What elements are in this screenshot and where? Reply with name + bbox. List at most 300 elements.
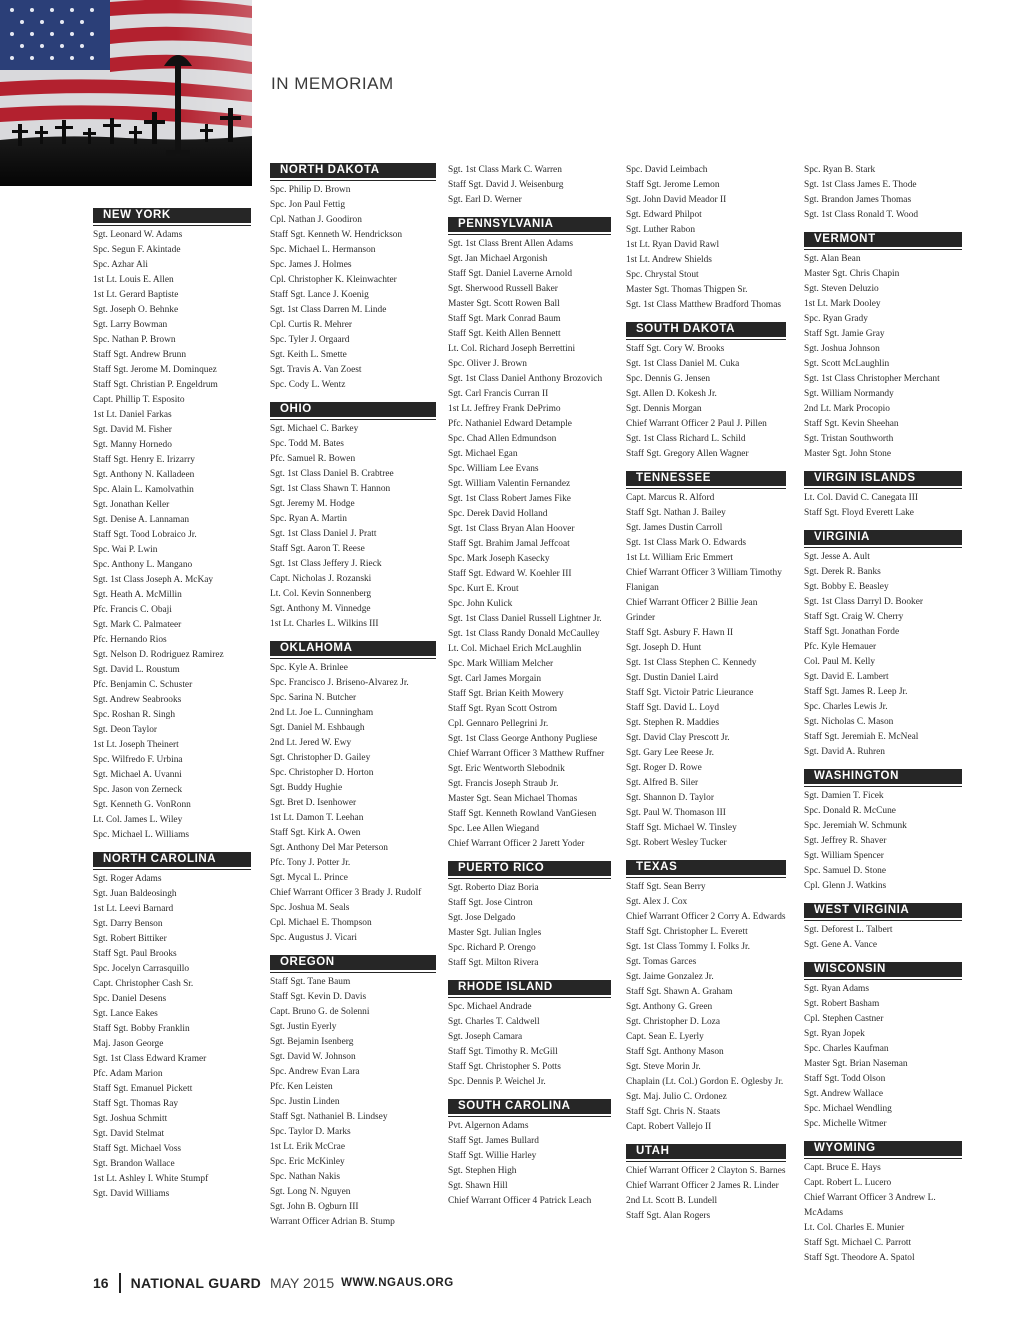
- memorial-name: Spc. John Kulick: [448, 599, 513, 609]
- memorial-name: Sgt. Michael A. Uvanni: [93, 770, 182, 780]
- memorial-column-4: [626, 163, 786, 1233]
- memorial-name: Sgt. Bejamin Isenberg: [270, 1037, 354, 1047]
- memorial-name: Sgt. Joseph D. Hunt: [626, 643, 702, 653]
- memorial-name: 1st Lt. Mark Dooley: [804, 299, 881, 309]
- memorial-name: Staff Sgt. Tane Baum: [270, 977, 351, 987]
- memorial-name: Chief Warrant Officer 2 Clayton S. Barnes: [626, 1166, 786, 1176]
- state-header: WYOMING: [804, 1141, 962, 1158]
- memorial-name: Pfc. Nathaniel Edward Detample: [448, 419, 572, 429]
- state-section: [804, 903, 962, 953]
- state-section: [448, 861, 611, 971]
- memorial-name: Chaplain (Lt. Col.) Gordon E. Oglesby Jr.: [626, 1077, 784, 1087]
- memorial-name: Spc. Mark Joseph Kasecky: [448, 554, 550, 564]
- memorial-name: Maj. Jason George: [93, 1039, 164, 1049]
- memorial-name: Sgt. Robert Bittiker: [93, 934, 167, 944]
- memorial-name: Staff Sgt. Lance J. Koenig: [270, 290, 369, 300]
- memorial-name: Sgt. 1st Class Daniel Anthony Brozovich: [448, 374, 603, 384]
- memorial-name: Staff Sgt. Thomas Ray: [93, 1099, 179, 1109]
- memorial-column-1: [93, 208, 251, 1211]
- memorial-name: Sgt. Deon Taylor: [93, 725, 158, 735]
- memorial-name: Sgt. 1st Class Daniel B. Crabtree: [270, 469, 394, 479]
- memorial-name: Sgt. Anthony M. Vinnedge: [270, 604, 371, 614]
- state-header: TENNESSEE: [626, 471, 786, 488]
- state-header: UTAH: [626, 1144, 786, 1161]
- memorial-name: Chief Warrant Officer 3 Andrew L. McAdams: [804, 1193, 936, 1218]
- memorial-name: Chief Warrant Officer 3 Brady J. Rudolf: [270, 888, 422, 898]
- memorial-name: Sgt. Buddy Hughie: [270, 783, 343, 793]
- memorial-name: Sgt. Darry Benson: [93, 919, 163, 929]
- memorial-name: Sgt. Roberto Diaz Boria: [448, 883, 539, 893]
- state-section: [626, 1144, 786, 1224]
- memorial-name: Capt. Bruno G. de Solenni: [270, 1007, 370, 1017]
- memorial-name: Spc. James J. Holmes: [270, 260, 352, 270]
- memorial-name: Lt. Col. Kevin Sonnenberg: [270, 589, 372, 599]
- memorial-name: Sgt. Manny Hornedo: [93, 440, 172, 450]
- state-section: [804, 163, 962, 223]
- memorial-name: Spc. Philip D. Brown: [270, 185, 351, 195]
- memorial-name: Sgt. David L. Roustum: [93, 665, 180, 675]
- memorial-name: Sgt. David Clay Prescott Jr.: [626, 733, 730, 743]
- memorial-name: Staff Sgt. Brahim Jamal Jeffcoat: [448, 539, 570, 549]
- memorial-name: Sgt. Leonard W. Adams: [93, 230, 183, 240]
- memorial-name: Sgt. Alfred B. Siler: [626, 778, 699, 788]
- state-header: OHIO: [270, 402, 436, 419]
- memorial-name: Sgt. Nelson D. Rodriguez Ramirez: [93, 650, 224, 660]
- memorial-name: Pfc. Kyle Hemauer: [804, 642, 877, 652]
- memorial-name: Sgt. Travis A. Van Zoest: [270, 365, 362, 375]
- memorial-name: Spc. Kyle A. Brinlee: [270, 663, 348, 673]
- memorial-name: Spc. Andrew Evan Lara: [270, 1067, 360, 1077]
- memorial-name: Staff Sgt. Kevin D. Davis: [270, 992, 367, 1002]
- memorial-name: Sgt. Stephen High: [448, 1166, 517, 1176]
- memorial-name: Pfc. Ken Leisten: [270, 1082, 333, 1092]
- memorial-name: Capt. Christopher Cash Sr.: [93, 979, 194, 989]
- memorial-name: Master Sgt. Chris Chapin: [804, 269, 900, 279]
- memorial-name: Pfc. Tony J. Potter Jr.: [270, 858, 351, 868]
- memorial-name: Cpl. Christopher K. Kleinwachter: [270, 275, 397, 285]
- website-link[interactable]: WWW.NGAUS.ORG: [341, 1277, 454, 1289]
- memorial-name: Staff Sgt. Michael W. Tinsley: [626, 823, 737, 833]
- memorial-name: Sgt. Maj. Julio C. Ordonez: [626, 1092, 727, 1102]
- memorial-name: Sgt. Steven Deluzio: [804, 284, 879, 294]
- memorial-name: Spc. Derek David Holland: [448, 509, 548, 519]
- state-section: [270, 163, 436, 393]
- memorial-name: 1st Lt. Jeffrey Frank DePrimo: [448, 404, 561, 414]
- memorial-name: Spc. Taylor D. Marks: [270, 1127, 351, 1137]
- page-footer: [93, 1273, 454, 1293]
- memorial-name: Sgt. Alan Bean: [804, 254, 861, 264]
- memorial-name: Capt. Robert L. Lucero: [804, 1178, 892, 1188]
- memorial-name: Sgt. Michael C. Barkey: [270, 424, 359, 434]
- memorial-name: Sgt. William Normandy: [804, 389, 894, 399]
- memorial-name: Lt. Col. Michael Erich McLaughlin: [448, 644, 582, 654]
- memorial-name: Sgt. 1st Class Daniel M. Cuka: [626, 359, 740, 369]
- memorial-name: Sgt. Daniel M. Eshbaugh: [270, 723, 365, 733]
- memorial-name: Sgt. Francis Joseph Straub Jr.: [448, 779, 559, 789]
- state-section: [804, 232, 962, 462]
- state-section: [626, 163, 786, 313]
- memorial-name: Col. Paul M. Kelly: [804, 657, 876, 667]
- memorial-name: Sgt. Gary Lee Reese Jr.: [626, 748, 714, 758]
- memorial-name: Cpl. Michael E. Thompson: [270, 918, 372, 928]
- memorial-name: Sgt. Robert Wesley Tucker: [626, 838, 727, 848]
- memorial-name: Sgt. Brandon Wallace: [93, 1159, 175, 1169]
- memorial-name: Warrant Officer Adrian B. Stump: [270, 1217, 395, 1227]
- memorial-name: Spc. Nathan P. Brown: [93, 335, 176, 345]
- state-section: [804, 769, 962, 894]
- memorial-name: Master Sgt. John Stone: [804, 449, 891, 459]
- memorial-name: 2nd Lt. Mark Procopio: [804, 404, 890, 414]
- memorial-name: Spc. Mark William Melcher: [448, 659, 554, 669]
- memorial-name: Sgt. 1st Class Shawn T. Hannon: [270, 484, 391, 494]
- memorial-name: Sgt. 1st Class Matthew Bradford Thomas: [626, 300, 782, 310]
- memorial-name: Spc. Azhar Ali: [93, 260, 148, 270]
- memorial-name: Staff Sgt. Jose Cintron: [448, 898, 533, 908]
- memorial-name: Spc. William Lee Evans: [448, 464, 539, 474]
- memorial-name: Sgt. Anthony G. Green: [626, 1002, 713, 1012]
- memorial-name: Capt. Bruce E. Hays: [804, 1163, 881, 1173]
- memorial-name: Spc. Lee Allen Wiegand: [448, 824, 540, 834]
- memorial-name: Spc. Charles Lewis Jr.: [804, 702, 888, 712]
- memorial-name: 1st Lt. Ryan David Rawl: [626, 240, 720, 250]
- memorial-name: Sgt. Shannon D. Taylor: [626, 793, 714, 803]
- state-header: WASHINGTON: [804, 769, 962, 786]
- memorial-name: Sgt. John B. Ogburn III: [270, 1202, 359, 1212]
- state-section: [626, 471, 786, 851]
- memorial-name: Chief Warrant Officer 2 James R. Linder: [626, 1181, 779, 1191]
- memorial-name: 1st Lt. Louis E. Allen: [93, 275, 174, 285]
- memorial-name: Staff Sgt. Ryan Scott Ostrom: [448, 704, 558, 714]
- memorial-name: Sgt. 1st Class Stephen C. Kennedy: [626, 658, 757, 668]
- memorial-name: Sgt. Earl D. Werner: [448, 195, 522, 205]
- memorial-name: Master Sgt. Sean Michael Thomas: [448, 794, 578, 804]
- memorial-name: Spc. Roshan R. Singh: [93, 710, 176, 720]
- memorial-name: Staff Sgt. Andrew Brunn: [93, 350, 187, 360]
- magazine-name: NATIONAL GUARD: [130, 1275, 262, 1291]
- memorial-name: Sgt. Deforest L. Talbert: [804, 925, 893, 935]
- memorial-name: Spc. Justin Linden: [270, 1097, 340, 1107]
- state-header: PUERTO RICO: [448, 861, 611, 878]
- memorial-name: Spc. Chad Allen Edmundson: [448, 434, 557, 444]
- memorial-name: Sgt. Alex J. Cox: [626, 897, 688, 907]
- flag-memorial-illustration: [0, 0, 252, 186]
- memorial-name: Sgt. Keith L. Smette: [270, 350, 347, 360]
- memorial-name: Sgt. Joseph Camara: [448, 1032, 523, 1042]
- memorial-name: Spc. Jocelyn Carrasquillo: [93, 964, 190, 974]
- state-header: SOUTH CAROLINA: [448, 1099, 611, 1116]
- memorial-name: 1st Lt. Daniel Farkas: [93, 410, 172, 420]
- memorial-name: Sgt. Carl James Morgain: [448, 674, 542, 684]
- memorial-name: Spc. Jason von Zerneck: [93, 785, 183, 795]
- memorial-name: Pvt. Algernon Adams: [448, 1121, 529, 1131]
- memorial-name: 1st Lt. Leevi Barnard: [93, 904, 174, 914]
- memorial-name: Sgt. Andrew Wallace: [804, 1089, 883, 1099]
- memorial-name: 1st Lt. Andrew Shields: [626, 255, 712, 265]
- memorial-name: Sgt. William Spencer: [804, 851, 884, 861]
- memorial-name: Lt. Col. David C. Canegata III: [804, 493, 919, 503]
- memorial-name: Staff Sgt. Asbury F. Hawn II: [626, 628, 734, 638]
- memorial-name: Staff Sgt. Milton Rivera: [448, 958, 539, 968]
- memorial-name: Sgt. 1st Class Jeffery J. Rieck: [270, 559, 382, 569]
- memorial-name: Capt. Robert Vallejo II: [626, 1122, 712, 1132]
- memorial-name: Spc. Wilfredo F. Urbina: [93, 755, 183, 765]
- state-section: [804, 530, 962, 760]
- memorial-name: Pfc. Hernando Rios: [93, 635, 167, 645]
- state-section: [270, 955, 436, 1230]
- memorial-name: Sgt. 1st Class Darryl D. Booker: [804, 597, 924, 607]
- state-header: NORTH CAROLINA: [93, 852, 251, 869]
- memorial-name: Sgt. 1st Class Tommy I. Folks Jr.: [626, 942, 750, 952]
- memorial-name: Staff Sgt. Jamie Gray: [804, 329, 885, 339]
- memorial-name: Spc. Tyler J. Orgaard: [270, 335, 350, 345]
- memorial-name: Staff Sgt. Aaron T. Reese: [270, 544, 365, 554]
- memorial-name: Spc. Alain L. Kamolvathin: [93, 485, 194, 495]
- memorial-name: Spc. Michael Wendling: [804, 1104, 892, 1114]
- memorial-name: Sgt. 1st Class Joseph A. McKay: [93, 575, 214, 585]
- memorial-name: 2nd Lt. Scott B. Lundell: [626, 1196, 718, 1206]
- memorial-name: Staff Sgt. Cory W. Brooks: [626, 344, 725, 354]
- state-section: [626, 860, 786, 1135]
- memorial-name: Pfc. Francis C. Obaji: [93, 605, 172, 615]
- memorial-name: Sgt. Ryan Jopek: [804, 1029, 865, 1039]
- memorial-name: Staff Sgt. Michael Voss: [93, 1144, 182, 1154]
- memorial-name: Spc. Jeremiah W. Schmunk: [804, 821, 907, 831]
- memorial-name: Master Sgt. Scott Rowen Ball: [448, 299, 560, 309]
- state-section: [448, 163, 611, 208]
- memorial-name: Staff Sgt. Kirk A. Owen: [270, 828, 361, 838]
- memorial-name: Master Sgt. Julian Ingles: [448, 928, 542, 938]
- memorial-column-5: [804, 163, 962, 1275]
- memorial-name: Sgt. Tomas Garces: [626, 957, 697, 967]
- memorial-name: Staff Sgt. Kenneth W. Hendrickson: [270, 230, 403, 240]
- memorial-name: Staff Sgt. Alan Rogers: [626, 1211, 711, 1221]
- memorial-name: Sgt. Roger D. Rowe: [626, 763, 702, 773]
- memorial-name: Sgt. Nicholas C. Mason: [804, 717, 894, 727]
- memorial-name: Sgt. William Valentin Fernandez: [448, 479, 571, 489]
- memorial-name: Spc. Todd M. Bates: [270, 439, 344, 449]
- state-section: [448, 217, 611, 852]
- memorial-name: Sgt. Sherwood Russell Baker: [448, 284, 558, 294]
- memorial-name: Sgt. 1st Class Richard L. Schild: [626, 434, 746, 444]
- memorial-name: Sgt. Dennis Morgan: [626, 404, 702, 414]
- memorial-name: Spc. Joshua M. Seals: [270, 903, 350, 913]
- memorial-name: Sgt. John David Meador II: [626, 195, 727, 205]
- memorial-name: Sgt. Denise A. Lannaman: [93, 515, 190, 525]
- memorial-name: Sgt. Michael Egan: [448, 449, 518, 459]
- memorial-name: Cpl. Curtis R. Mehrer: [270, 320, 353, 330]
- memorial-name: Spc. Richard P. Orengo: [448, 943, 536, 953]
- memorial-name: Chief Warrant Officer 2 Paul J. Pillen: [626, 419, 767, 429]
- memorial-name: Spc. Sarina N. Butcher: [270, 693, 357, 703]
- memorial-name: Staff Sgt. Jonathan Forde: [804, 627, 900, 637]
- section-title: IN MEMORIAM: [271, 74, 394, 93]
- memorial-name: Sgt. 1st Class Mark C. Warren: [448, 165, 562, 175]
- memorial-name: Spc. Chrystal Stout: [626, 270, 699, 280]
- memorial-name: Staff Sgt. Victoir Patric Lieurance: [626, 688, 754, 698]
- memorial-name: Cpl. Nathan J. Goodiron: [270, 215, 362, 225]
- memorial-name: Sgt. 1st Class Christopher Merchant: [804, 374, 940, 384]
- memorial-name: Sgt. Shawn Hill: [448, 1181, 508, 1191]
- memorial-name: Staff Sgt. Daniel Laverne Arnold: [448, 269, 573, 279]
- memorial-name: Staff Sgt. Todd Olson: [804, 1074, 886, 1084]
- memorial-name: Sgt. Kenneth G. VonRonn: [93, 800, 191, 810]
- memorial-name: Staff Sgt. Henry E. Irizarry: [93, 455, 195, 465]
- memorial-name: Sgt. Tristan Southworth: [804, 434, 894, 444]
- memorial-name: Staff Sgt. Christopher S. Potts: [448, 1062, 561, 1072]
- state-header: VIRGINIA: [804, 530, 962, 547]
- memorial-name: Sgt. Justin Eyerly: [270, 1022, 337, 1032]
- memorial-name: Sgt. Christopher D. Loza: [626, 1017, 720, 1027]
- memorial-name: Sgt. Damien T. Ficek: [804, 791, 884, 801]
- memorial-name: Sgt. Lance Eakes: [93, 1009, 158, 1019]
- memorial-name: Sgt. 1st Class Brent Allen Adams: [448, 239, 574, 249]
- memorial-name: Sgt. Christopher D. Gailey: [270, 753, 371, 763]
- memorial-name: 2nd Lt. Jered W. Ewy: [270, 738, 352, 748]
- memorial-name: Staff Sgt. James Bullard: [448, 1136, 539, 1146]
- memorial-name: Sgt. Jose Delgado: [448, 913, 516, 923]
- memorial-name: Capt. Phillip T. Esposito: [93, 395, 185, 405]
- memorial-name: Sgt. Edward Philpot: [626, 210, 702, 220]
- memorial-name: Sgt. Roger Adams: [93, 874, 162, 884]
- memorial-name: Lt. Col. James L. Wiley: [93, 815, 183, 825]
- state-header: PENNSYLVANIA: [448, 217, 611, 234]
- memorial-name: Staff Sgt. Michael C. Parrott: [804, 1238, 912, 1248]
- memorial-name: Sgt. Stephen R. Maddies: [626, 718, 719, 728]
- memorial-name: Spc. Anthony L. Mangano: [93, 560, 193, 570]
- footer-divider: [119, 1273, 121, 1293]
- state-section: [93, 208, 251, 843]
- memorial-name: Staff Sgt. Emanuel Pickett: [93, 1084, 193, 1094]
- memorial-name: Sgt. Jan Michael Argonish: [448, 254, 548, 264]
- memorial-name: Sgt. Anthony Del Mar Peterson: [270, 843, 388, 853]
- memorial-flag-image: [0, 0, 252, 186]
- memorial-name: Staff Sgt. Theodore A. Spatol: [804, 1253, 915, 1263]
- memorial-name: Sgt. Mycal L. Prince: [270, 873, 348, 883]
- memorial-name: Staff Sgt. Shawn A. Graham: [626, 987, 733, 997]
- state-header: TEXAS: [626, 860, 786, 877]
- memorial-name: Staff Sgt. Kevin Sheehan: [804, 419, 899, 429]
- memorial-name: Sgt. Anthony N. Kalladeen: [93, 470, 195, 480]
- memorial-name: Staff Sgt. Gregory Allen Wagner: [626, 449, 749, 459]
- memorial-name: Sgt. Joseph O. Behnke: [93, 305, 179, 315]
- memorial-name: Pfc. Samuel R. Bowen: [270, 454, 356, 464]
- memorial-name: Staff Sgt. Mark Conrad Baum: [448, 314, 561, 324]
- memorial-name: Sgt. Andrew Seabrooks: [93, 695, 182, 705]
- memorial-name: Cpl. Glenn J. Watkins: [804, 881, 887, 891]
- page-number: 16: [93, 1275, 109, 1291]
- memorial-name: Pfc. Benjamin C. Schuster: [93, 680, 193, 690]
- memorial-name: Pfc. Adam Marion: [93, 1069, 163, 1079]
- memorial-name: Spc. Kurt E. Krout: [448, 584, 519, 594]
- memorial-name: Sgt. Heath A. McMillin: [93, 590, 182, 600]
- memorial-name: Staff Sgt. Christopher L. Everett: [626, 927, 748, 937]
- memorial-name: Sgt. 1st Class Daniel J. Pratt: [270, 529, 377, 539]
- memorial-name: Spc. Ryan Grady: [804, 314, 868, 324]
- memorial-name: Staff Sgt. David J. Weisenburg: [448, 180, 564, 190]
- memorial-name: Sgt. Allen D. Kokesh Jr.: [626, 389, 717, 399]
- memorial-name: Chief Warrant Officer 2 Billie Jean Grinder: [626, 598, 758, 623]
- memorial-name: Chief Warrant Officer 2 Jarett Yoder: [448, 839, 585, 849]
- memorial-name: Sgt. 1st Class George Anthony Pugliese: [448, 734, 598, 744]
- memorial-name: Master Sgt. Thomas Thigpen Sr.: [626, 285, 748, 295]
- memorial-name: Cpl. Stephen Castner: [804, 1014, 884, 1024]
- memorial-name: Spc. Michelle Witmer: [804, 1119, 887, 1129]
- memorial-name: Sgt. 1st Class Randy Donald McCaulley: [448, 629, 600, 639]
- memorial-name: Lt. Col. Richard Joseph Berrettini: [448, 344, 576, 354]
- state-header: OREGON: [270, 955, 436, 972]
- memorial-name: Sgt. 1st Class Daniel Russell Lightner Jr.: [448, 614, 602, 624]
- memorial-name: Staff Sgt. Christian P. Engeldrum: [93, 380, 218, 390]
- memorial-name: Staff Sgt. Jerome M. Dominquez: [93, 365, 217, 375]
- state-header: RHODE ISLAND: [448, 980, 611, 997]
- state-header: VERMONT: [804, 232, 962, 249]
- state-header: WISCONSIN: [804, 962, 962, 979]
- memorial-name: Staff Sgt. Willie Harley: [448, 1151, 537, 1161]
- state-section: [448, 980, 611, 1090]
- memorial-name: Sgt. Scott McLaughlin: [804, 359, 890, 369]
- memorial-name: Sgt. Jaime Gonzalez Jr.: [626, 972, 714, 982]
- memorial-name: Spc. Oliver J. Brown: [448, 359, 527, 369]
- memorial-name: Staff Sgt. Timothy R. McGill: [448, 1047, 558, 1057]
- state-section: [270, 641, 436, 946]
- memorial-name: Spc. Michael Andrade: [448, 1002, 532, 1012]
- memorial-name: Sgt. 1st Class Robert James Fike: [448, 494, 571, 504]
- state-section: [93, 852, 251, 1202]
- memorial-name: 1st Lt. William Eric Emmert: [626, 553, 733, 563]
- memorial-name: Spc. David Leimbach: [626, 165, 708, 175]
- memorial-name: Capt. Sean E. Lyerly: [626, 1032, 704, 1042]
- memorial-name: Spc. Wai P. Lwin: [93, 545, 158, 555]
- memorial-name: Sgt. Paul W. Thomason III: [626, 808, 726, 818]
- state-section: [626, 322, 786, 462]
- memorial-name: Sgt. Eric Wentworth Slebodnik: [448, 764, 565, 774]
- memorial-name: Sgt. 1st Class James E. Thode: [804, 180, 917, 190]
- memorial-name: Staff Sgt. Chris N. Staats: [626, 1107, 721, 1117]
- memorial-name: Spc. Segun F. Akintade: [93, 245, 181, 255]
- memorial-name: 2nd Lt. Joe L. Cunningham: [270, 708, 374, 718]
- memorial-name: Staff Sgt. Paul Brooks: [93, 949, 177, 959]
- memorial-name: Chief Warrant Officer 3 Matthew Ruffner: [448, 749, 605, 759]
- memorial-name: Staff Sgt. Brian Keith Mowery: [448, 689, 564, 699]
- memorial-name: Sgt. 1st Class Bryan Alan Hoover: [448, 524, 575, 534]
- memorial-name: Sgt. David W. Johnson: [270, 1052, 356, 1062]
- memorial-name: Spc. Nathan Nakis: [270, 1172, 341, 1182]
- memorial-name: Sgt. Charles T. Caldwell: [448, 1017, 540, 1027]
- memorial-name: Sgt. Jesse A. Ault: [804, 552, 870, 562]
- memorial-name: Staff Sgt. David L. Loyd: [626, 703, 720, 713]
- memorial-name: Cpl. Gennaro Pellegrini Jr.: [448, 719, 549, 729]
- memorial-name: Staff Sgt. Jeremiah E. McNeal: [804, 732, 919, 742]
- memorial-name: Sgt. Juan Baldeosingh: [93, 889, 177, 899]
- memorial-name: Staff Sgt. Tood Lobraico Jr.: [93, 530, 197, 540]
- memorial-name: Chief Warrant Officer 3 William Timothy Flanigan: [626, 568, 782, 593]
- memorial-name: Staff Sgt. Nathaniel B. Lindsey: [270, 1112, 388, 1122]
- memorial-name: Sgt. Steve Morin Jr.: [626, 1062, 701, 1072]
- memorial-name: Sgt. David Stelmat: [93, 1129, 165, 1139]
- memorial-name: Sgt. Jeffrey R. Shaver: [804, 836, 887, 846]
- memorial-name: Spc. Francisco J. Briseno-Alvarez Jr.: [270, 678, 409, 688]
- memorial-name: Sgt. Brandon James Thomas: [804, 195, 912, 205]
- state-section: [448, 1099, 611, 1209]
- state-section: [270, 402, 436, 632]
- memorial-name: Spc. Ryan B. Stark: [804, 165, 876, 175]
- memorial-name: Sgt. Joshua Johnson: [804, 344, 880, 354]
- memorial-name: 1st Lt. Ashley I. White Stumpf: [93, 1174, 209, 1184]
- memorial-name: Sgt. Jeremy M. Hodge: [270, 499, 355, 509]
- memorial-name: Staff Sgt. Nathan J. Bailey: [626, 508, 726, 518]
- memorial-name: Sgt. David M. Fisher: [93, 425, 172, 435]
- memorial-name: Staff Sgt. Edward W. Koehler III: [448, 569, 572, 579]
